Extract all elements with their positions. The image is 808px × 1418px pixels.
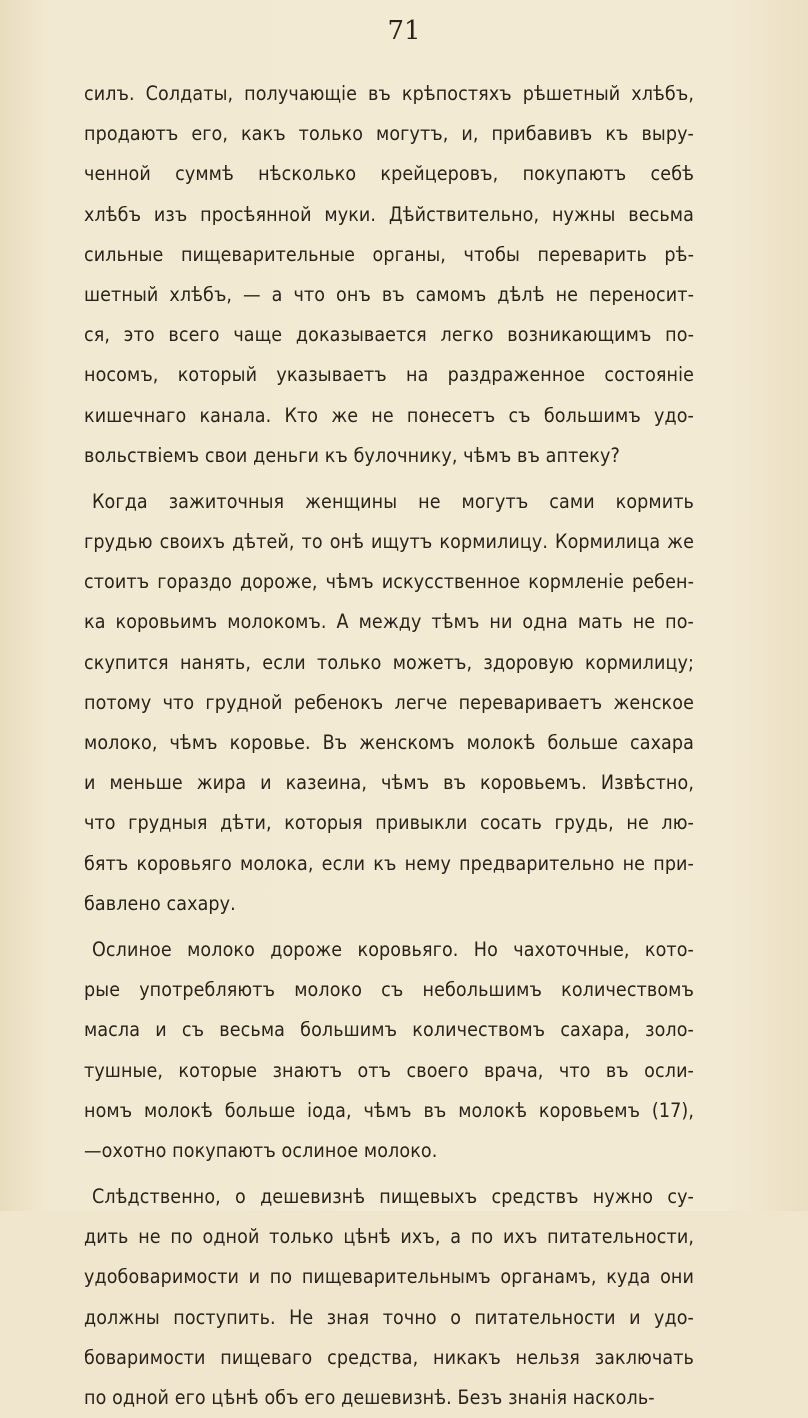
text-line: должны поступить. Не зная точно о питательности и удо- — [84, 1305, 694, 1329]
page-number: 71 — [387, 16, 421, 46]
text-line: продаютъ его, какъ только могутъ, и, прибавивъ къ выру- — [84, 122, 694, 146]
text-line: ченной суммѣ нѣсколько крейцеровъ, покупаютъ себѣ — [84, 162, 694, 186]
body-text — [84, 74, 694, 1418]
text-line: стоитъ гораздо дороже, чѣмъ искусственное кормленіе ребен- — [84, 570, 694, 594]
text-line: силъ. Солдаты, получающіе въ крѣпостяхъ рѣшетный хлѣбъ, — [84, 82, 694, 105]
paragraph — [84, 1177, 694, 1418]
text-line: сильные пищеварительные органы, чтобы переварить рѣ- — [84, 242, 694, 266]
text-line: и меньше жира и казеина, чѣмъ въ коровьемъ. Извѣстно, — [84, 771, 694, 795]
text-line: хлѣбъ изъ просѣянной муки. Дѣйствительно, нужны весьма — [84, 202, 694, 226]
text-line: носомъ, который указываетъ на раздраженное состояніе — [84, 363, 694, 387]
text-line: боваримости пищеваго средства, никакъ нельзя заключать — [84, 1345, 694, 1369]
text-line: бавлено сахару. — [84, 891, 236, 915]
text-line: —охотно покупаютъ ослиное молоко. — [84, 1138, 438, 1162]
text-line: масла и съ весьма большимъ количествомъ сахара, золо- — [84, 1018, 694, 1042]
text-line: Ослиное молоко дороже коровьяго. Но чахоточные, кото- — [92, 937, 694, 961]
text-line: шетный хлѣбъ, — а что онъ въ самомъ дѣлѣ не переносит- — [84, 282, 694, 306]
text-line: номъ молокѣ больше іода, чѣмъ въ молокѣ коровьемъ (17), — [84, 1098, 694, 1122]
text-line: удобоваримости и по пищеварительнымъ органамъ, куда они — [84, 1265, 694, 1289]
text-line: скупится нанять, если только можетъ, здоровую кормилицу; — [84, 650, 694, 674]
text-line: по одной его цѣнѣ объ его дешевизнѣ. Безъ знанія насколь- — [84, 1386, 655, 1409]
text-line: бятъ коровьяго молока, если къ нему предварительно не при- — [84, 851, 694, 875]
text-line: ся, это всего чаще доказывается легко возникающимъ по- — [84, 323, 694, 347]
text-line: грудью своихъ дѣтей, то онѣ ищутъ кормилицу. Кормилица же — [84, 530, 694, 554]
text-line: кишечнаго канала. Кто же не понесетъ съ большимъ удо- — [84, 403, 694, 427]
text-line: Слѣдственно, о дешевизнѣ пищевыхъ средствъ нужно су- — [92, 1185, 694, 1209]
text-line: потому что грудной ребенокъ легче перевариваетъ женское — [84, 690, 694, 714]
paragraph — [84, 74, 694, 476]
paragraph — [84, 482, 694, 924]
text-line: ка коровьимъ молокомъ. А между тѣмъ ни одна мать не по- — [84, 610, 694, 634]
text-line: дить не по одной только цѣнѣ ихъ, а по ихъ питательности, — [84, 1225, 694, 1249]
text-line: молоко, чѣмъ коровье. Въ женскомъ молокѣ больше сахара — [84, 731, 694, 754]
text-line: вольствіемъ свои деньги къ булочнику, чѣмъ въ аптеку? — [84, 443, 620, 467]
paragraph — [84, 930, 694, 1171]
text-line: что грудныя дѣти, которыя привыкли сосать грудь, не лю- — [84, 811, 694, 835]
text-line: Когда зажиточныя женщины не могутъ сами кормить — [92, 489, 694, 513]
text-line: тушные, которые знаютъ отъ своего врача, что въ осли- — [84, 1058, 694, 1082]
text-line: рые употребляютъ молоко съ небольшимъ количествомъ — [84, 978, 694, 1002]
